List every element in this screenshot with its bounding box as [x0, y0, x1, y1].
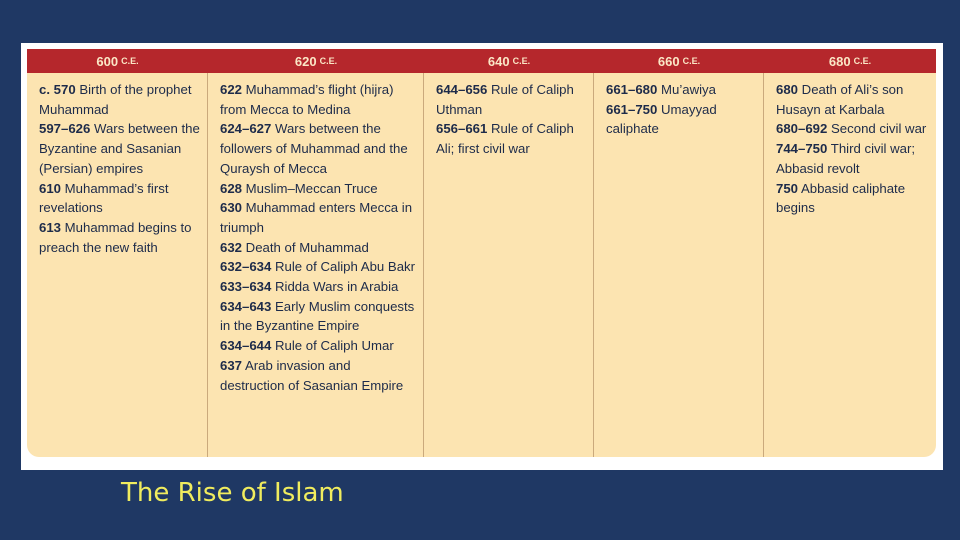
timeline-entry: [606, 100, 757, 139]
entry-date: 597–626: [39, 121, 91, 137]
timeline-entry: [776, 139, 930, 178]
entry-date: 632–634: [220, 259, 272, 275]
entry-date: 634–644: [220, 338, 272, 354]
entry-text: Wars between the Byzantine and Sasanian (Persian) empires: [39, 121, 200, 176]
timeline-column: [764, 73, 936, 457]
entry-date: 661–750: [606, 101, 658, 117]
entry-date: 680: [776, 82, 799, 97]
header-year-label: 660: [657, 53, 680, 69]
timeline-entry: [776, 179, 930, 218]
header-year-label: 680: [828, 53, 851, 69]
timeline-entry: [436, 119, 587, 158]
header-year: [764, 49, 936, 73]
timeline-figure: [21, 43, 943, 470]
entry-date: 644–656: [436, 82, 488, 97]
entry-text: Rule of Caliph Abu Bakr: [271, 259, 416, 275]
entry-date: 610: [39, 180, 62, 196]
timeline-entry: [39, 119, 201, 178]
timeline-entry: [220, 356, 417, 395]
timeline-entry: [220, 179, 417, 199]
timeline-entry: [606, 80, 757, 100]
entry-text: Muhammad’s flight (hijra) from Mecca to Medina: [220, 82, 394, 117]
entry-text: Rule of Caliph Umar: [271, 338, 394, 354]
entry-date: 613: [39, 219, 62, 235]
timeline-column: [594, 73, 764, 457]
slide-caption: The Rise of Islam: [121, 478, 344, 508]
header-year-label: 600: [96, 53, 119, 69]
header-year: [27, 49, 208, 73]
timeline-entry: [220, 238, 417, 258]
timeline-column: [27, 73, 208, 457]
timeline-entry: [776, 119, 930, 139]
timeline-entry: [39, 218, 201, 257]
entry-date: 633–634: [220, 279, 272, 295]
timeline-columns: [27, 73, 936, 457]
entry-date: 680–692: [776, 121, 828, 137]
timeline-entry: [220, 297, 417, 336]
entry-text: Muslim–Meccan Truce: [242, 180, 378, 196]
timeline-entry: [220, 80, 417, 119]
timeline-column: [208, 73, 424, 457]
entry-text: Second civil war: [827, 121, 927, 137]
entry-text: Muhammad’s first revelations: [39, 180, 169, 216]
header-era-label: C.E.: [319, 56, 338, 66]
timeline-entry: [220, 119, 417, 178]
entry-date: 634–643: [220, 298, 272, 314]
entry-date: 637: [220, 357, 243, 373]
timeline-entry: [220, 336, 417, 356]
entry-text: Arab invasion and destruction of Sasanian Empire: [220, 357, 404, 393]
timeline-entry: [436, 80, 587, 119]
entry-text: Umayyad caliphate: [606, 101, 717, 137]
header-era-label: C.E.: [512, 56, 531, 66]
entry-text: Third civil war; Abbasid revolt: [776, 141, 916, 176]
header-year: [424, 49, 594, 73]
header-year: [208, 49, 424, 73]
timeline-column: [424, 73, 594, 457]
header-era-label: C.E.: [121, 56, 139, 66]
entry-text: Ridda Wars in Arabia: [271, 279, 399, 295]
entry-date: 630: [220, 200, 243, 216]
entry-date: 661–680: [606, 82, 658, 97]
entry-date: 656–661: [436, 121, 488, 137]
header-year-label: 620: [294, 53, 317, 69]
timeline-table: [27, 49, 936, 457]
timeline-entry: [39, 80, 201, 119]
entry-text: Early Muslim conquests in the Byzantine Empire: [220, 298, 415, 334]
entry-date: 628: [220, 180, 243, 196]
entry-text: Wars between the followers of Muhammad and the Quraysh of Mecca: [220, 121, 408, 176]
timeline-entry: [776, 80, 930, 119]
entry-text: Muhammad begins to preach the new faith: [39, 219, 192, 255]
header-year: [594, 49, 764, 73]
entry-text: Birth of the prophet Muhammad: [39, 82, 192, 117]
entry-date: c. 570: [39, 82, 76, 97]
entry-date: 622: [220, 82, 243, 97]
header-era-label: C.E.: [853, 56, 872, 66]
entry-date: 744–750: [776, 141, 828, 157]
timeline-entry: [220, 198, 417, 237]
entry-text: Rule of Caliph Ali; first civil war: [436, 121, 574, 157]
header-era-label: C.E.: [682, 56, 701, 66]
timeline-entry: [39, 179, 201, 218]
entry-text: Abbasid caliphate begins: [776, 180, 906, 216]
entry-text: Death of Ali’s son Husayn at Karbala: [776, 82, 904, 117]
entry-date: 632: [220, 239, 243, 255]
header-year-label: 640: [487, 53, 510, 69]
timeline-entry: [220, 257, 417, 277]
entry-date: 624–627: [220, 121, 272, 137]
entry-text: Rule of Caliph Uthman: [436, 82, 574, 117]
timeline-header: [27, 49, 936, 73]
entry-date: 750: [776, 180, 799, 196]
timeline-entry: [220, 277, 417, 297]
entry-text: Muhammad enters Mecca in triumph: [220, 200, 413, 235]
entry-text: Mu’awiya: [657, 82, 716, 97]
entry-text: Death of Muhammad: [242, 239, 369, 255]
